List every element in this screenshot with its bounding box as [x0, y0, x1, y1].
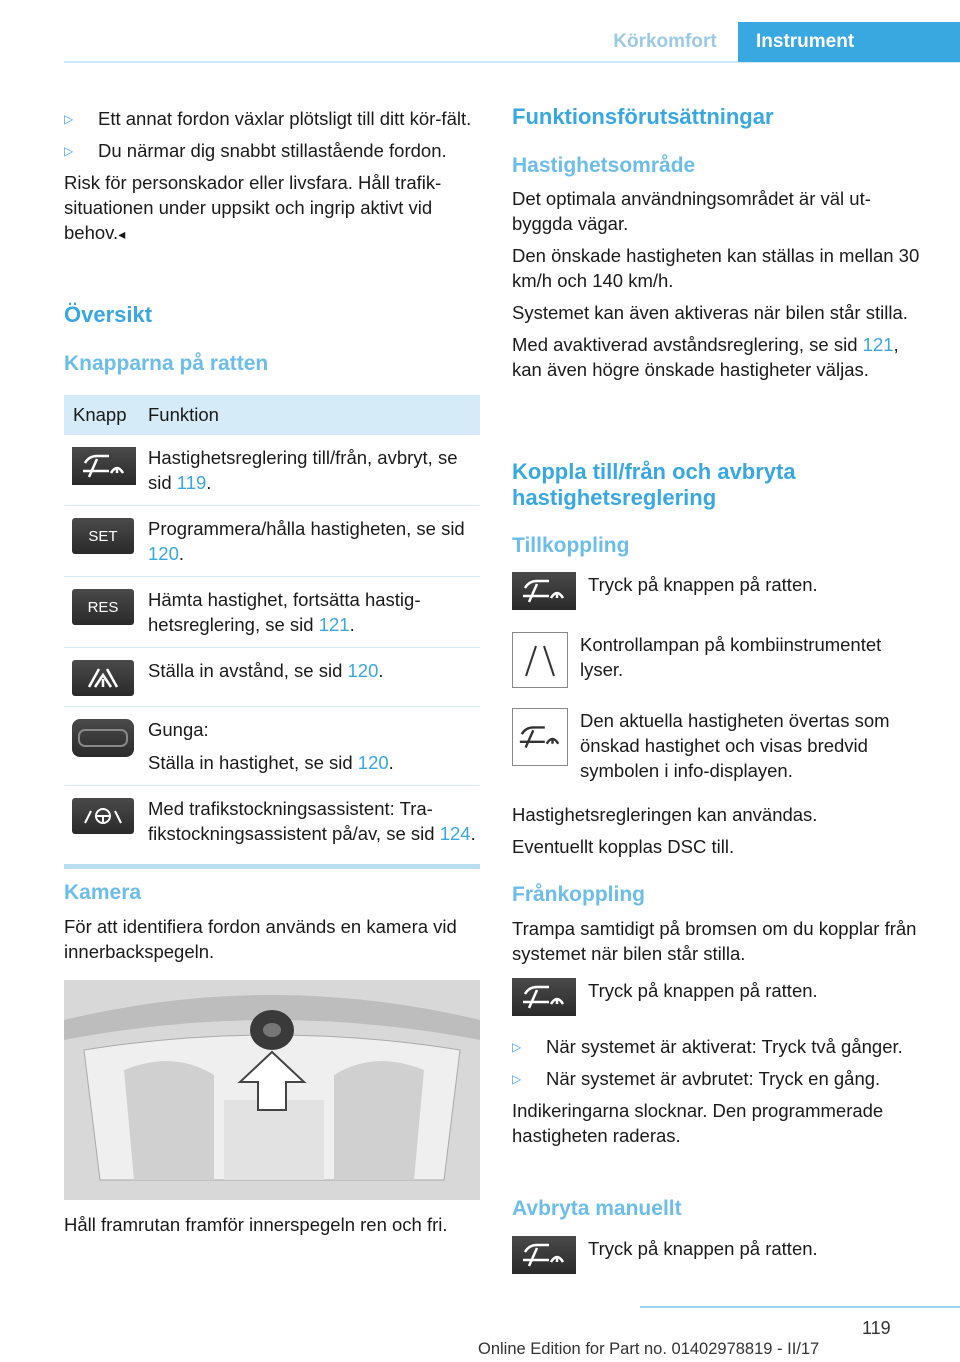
table-row	[64, 506, 480, 577]
left-intro	[64, 106, 480, 247]
column-header: Funktion	[148, 404, 219, 425]
paragraph: Systemet kan även aktiveras när bilen står stilla.	[512, 302, 908, 323]
traffic-jam-assistant-icon	[72, 798, 134, 834]
function-text: Programmera/hålla hastigheten, se sid 120.	[148, 518, 465, 564]
speed-display-icon	[512, 708, 568, 766]
heading-funktion: Funktionsförutsättningar	[512, 104, 774, 129]
page-ref-link[interactable]: 119	[176, 472, 207, 493]
instruction-row	[512, 978, 818, 1016]
page-ref-link[interactable]: 121	[318, 614, 350, 635]
page-ref-link[interactable]: 121	[862, 334, 894, 355]
heading-hastighetsomrade: Hastighetsområde	[512, 154, 696, 177]
list-item	[512, 1034, 924, 1059]
instruction-text: Kontrollampan på kombiinstrumentet lyser.	[580, 634, 882, 680]
res-key-icon: RES	[72, 589, 134, 625]
paragraph: Eventuellt kopplas DSC till.	[512, 836, 735, 857]
camera-photo	[64, 980, 480, 1200]
paragraph: Trampa samtidigt på bromsen om du kopplar från systemet när bilen står stilla.	[512, 918, 917, 964]
bullet-text: När systemet är avbrutet: Tryck en gång.	[546, 1068, 881, 1089]
bullet-text: När systemet är aktiverat: Tryck två gånger.	[546, 1036, 903, 1057]
indicator-row	[512, 708, 920, 783]
rocker-icon	[72, 719, 134, 757]
paragraph: Hastighetsregleringen kan användas.	[512, 804, 818, 825]
heading-koppla: Koppla till/från och avbryta hastighetsreglering	[512, 459, 796, 510]
bullet-text: Du närmar dig snabbt stillastående fordon.	[98, 140, 447, 161]
instruction-row	[512, 572, 818, 610]
cruise-control-icon	[72, 447, 136, 485]
page-ref-link[interactable]: 120	[357, 752, 389, 773]
bullet-triangle-icon: ▷	[512, 1072, 522, 1086]
lane-lamp-icon	[512, 632, 568, 688]
tab-korkomfort[interactable]: Körkomfort	[613, 31, 717, 52]
bullet-triangle-icon: ▷	[512, 1040, 522, 1054]
table-header	[64, 395, 480, 435]
instruction-text: Tryck på knappen på ratten.	[588, 574, 818, 595]
button-table	[64, 395, 480, 869]
table-row	[64, 786, 480, 856]
table-row	[64, 435, 480, 506]
instruction-text: Den aktuella hastigheten övertas som önskad hastighet och visas bredvid symbolen i info-displayen.	[580, 710, 890, 781]
page-ref-link[interactable]: 120	[148, 543, 179, 564]
page-number: 119	[862, 1318, 891, 1338]
table-row	[64, 577, 480, 648]
function-text: Gunga: Ställa in hastighet, se sid 120.	[148, 719, 394, 773]
footer-rule	[640, 1306, 960, 1308]
paragraph: Indikeringarna slocknar. Den programmerade hastigheten raderas.	[512, 1100, 884, 1146]
cruise-control-icon	[512, 978, 576, 1016]
indicator-row	[512, 632, 920, 688]
heading-avbryta-manuellt: Avbryta manuellt	[512, 1197, 682, 1220]
list-item	[512, 1066, 924, 1091]
instruction-text: Tryck på knappen på ratten.	[588, 1238, 818, 1259]
table-row	[64, 648, 480, 707]
paragraph: Den önskade hastigheten kan ställas in mellan 30 km/h och 140 km/h.	[512, 245, 920, 291]
function-text: Hastighetsreglering till/från, avbryt, se sid 119.	[148, 447, 458, 493]
requirements-text	[512, 186, 924, 382]
heading-tillkoppling: Tillkoppling	[512, 534, 630, 557]
page-ref-link[interactable]: 120	[347, 660, 379, 681]
distance-icon	[72, 660, 134, 696]
heading-frankoppling: Frånkoppling	[512, 883, 645, 906]
list-item	[64, 138, 480, 163]
cruise-control-icon	[512, 1236, 576, 1274]
heading-knapparna: Knapparna på ratten	[64, 352, 269, 375]
bullet-text: Ett annat fordon växlar plötsligt till ditt kör-fält.	[98, 108, 472, 129]
set-key-icon: SET	[72, 518, 134, 554]
kamera-text: För att identifiera fordon används en kamera vid innerbackspegeln.	[64, 916, 457, 962]
paragraph: Med avaktiverad avståndsreglering, se sid 121, kan även högre önskade hastigheter väljas.	[512, 334, 899, 380]
bullet-list	[512, 1034, 924, 1148]
bullet-triangle-icon: ▷	[64, 144, 74, 158]
paragraph: Det optimala användningsområdet är väl ut-byggda vägar.	[512, 188, 871, 234]
cruise-control-icon	[512, 572, 576, 610]
function-text: Hämta hastighet, fortsätta hastig-hetsreglering, se sid 121.	[148, 589, 421, 635]
function-text: Ställa in avstånd, se sid 120.	[148, 660, 384, 681]
table-end-bar	[64, 864, 480, 869]
warning-text: Risk för personskador eller livsfara. Håll trafik-situationen under uppsikt och ingrip aktivt vid behov.◂	[64, 172, 442, 243]
bullet-triangle-icon: ▷	[64, 112, 74, 126]
table-row	[64, 707, 480, 786]
list-item	[64, 106, 480, 131]
function-text: Med trafikstockningsassistent: Tra-fikstockningsassistent på/av, se sid 124.	[148, 798, 476, 844]
edition-text: Online Edition for Part no. 01402978819 - II/17	[478, 1340, 820, 1358]
heading-kamera: Kamera	[64, 881, 142, 904]
column-header: Knapp	[73, 404, 127, 425]
instruction-text: Tryck på knappen på ratten.	[588, 980, 818, 1001]
photo-caption: Håll framrutan framför innerspegeln ren och fri.	[64, 1214, 448, 1235]
heading-oversikt: Översikt	[64, 302, 153, 327]
instruction-row	[512, 1236, 818, 1274]
tab-instrument[interactable]: Instrument	[738, 22, 960, 62]
page-ref-link[interactable]: 124	[439, 823, 471, 844]
